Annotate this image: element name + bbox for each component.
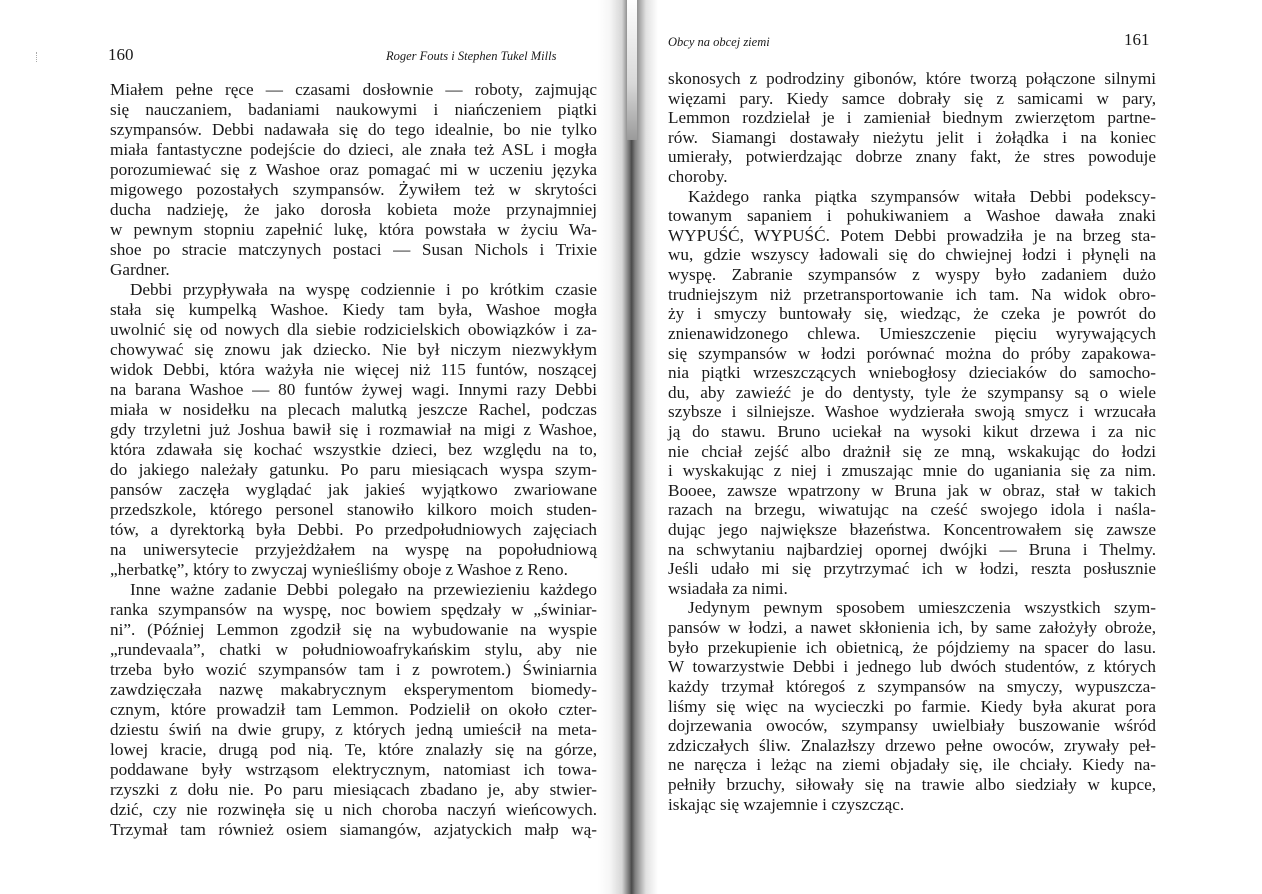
text-line: nia piątki wrzeszczących wniebogłosy dzieciaków do samocho- bbox=[668, 363, 1156, 383]
text-line: liśmy się więc na wycieczki po farmie. Kiedy była akurat pora bbox=[668, 696, 1156, 716]
text-line: ne naręcza i leżąc na ziemi objadały się, ile chciały. Kiedy na- bbox=[668, 755, 1156, 775]
text-line: zawdzięczała nazwę makabrycznym eksperymentom biomedy- bbox=[110, 680, 597, 699]
text-line: w pewnym stopniu zapełnić lukę, która powstała w życiu Wa- bbox=[110, 220, 597, 239]
text-line: pełniły brzuchy, siłowały się na trawie albo siedziały w kupce, bbox=[668, 774, 1156, 794]
book-spine-edge bbox=[627, 0, 637, 140]
text-line: trzeba było wozić szympansów tam i z powrotem.) Świniarnia bbox=[110, 660, 597, 679]
text-line: lowej kracie, drugą pod nią. Te, które znalazły się na górze, bbox=[110, 740, 597, 759]
right-page-number: 161 bbox=[1124, 30, 1150, 49]
text-line: Debbi przypływała na wyspę codziennie i po krótkim czasie bbox=[130, 280, 597, 299]
text-line: umierały, potwierdzając dobrze znany fakt, że stres powoduje bbox=[668, 147, 1156, 167]
text-line: porozumiewać się z Washoe oraz pomagać mi w uczeniu języka bbox=[110, 160, 597, 179]
text-line: rzyszki z dołu nie. Po paru miesiącach zbadano je, aby stwier- bbox=[110, 780, 597, 799]
text-line: ży i smyczy buntowały się, wiedząc, że czeka je powrót do bbox=[668, 304, 1156, 324]
paragraph bbox=[668, 69, 1156, 187]
text-line: dzić, czy nie rozwinęła się u nich choroba naczyń wieńcowych. bbox=[110, 800, 597, 819]
text-line: miała fantastyczne podejście do dzieci, ale znała też ASL i mogła bbox=[110, 140, 597, 159]
paragraph bbox=[110, 280, 597, 580]
text-line: Trzymał tam również osiem siamangów, azjatyckich małp wą- bbox=[110, 820, 597, 839]
text-line: trudniejszym niż przetransportowanie ich tam. Na widok obro- bbox=[668, 284, 1156, 304]
text-line: szympansów. Debbi nadawała się do tego idealnie, bo nie tylko bbox=[110, 120, 597, 139]
text-line: ni”. (Później Lemmon zgodził się na wybudowanie na wyspie bbox=[110, 620, 597, 639]
text-line: się nauczaniem, badaniami naukowymi i niańczeniem piątki bbox=[110, 100, 597, 119]
scan-margin-mark bbox=[36, 52, 39, 62]
text-line: „herbatkę”, który to zwyczaj wynieśliśmy oboje z Washoe z Reno. bbox=[110, 560, 568, 579]
text-line: Jedynym pewnym sposobem umieszczenia wszystkich szym- bbox=[688, 598, 1156, 618]
text-line: przedszkole, którego personel stanowiło kilkoro moich studen- bbox=[110, 500, 597, 519]
left-running-head: Roger Fouts i Stephen Tukel Mills bbox=[386, 49, 557, 63]
paragraph bbox=[110, 580, 597, 840]
text-line: Miałem pełne ręce — czasami dosłownie — roboty, zajmując bbox=[110, 80, 597, 99]
text-line: każdy trzymał któregoś z szympansów na smyczy, wypuszcza- bbox=[668, 676, 1156, 696]
text-line: zdziczałych śliw. Znalazłszy drzewo pełne owoców, zrywały peł- bbox=[668, 735, 1156, 755]
text-line: chowywać się znowu jak dziecko. Nie był niczym niezwykłym bbox=[110, 340, 597, 359]
text-line: znienawidzonego chlewa. Umieszczenie pięciu wyrywających bbox=[668, 323, 1156, 343]
text-line: Gardner. bbox=[110, 260, 170, 279]
left-page-body bbox=[110, 80, 597, 840]
text-line: Lemmon rozdzielał je i zamieniał biednym zwierzętom partne- bbox=[668, 108, 1156, 128]
text-line: Booee, zawsze wpatrzony w Bruna jak w obraz, stał w takich bbox=[668, 480, 1156, 500]
text-line: iskając się wzajemnie i czyszcząc. bbox=[668, 794, 905, 814]
text-line: uwolnić się od nowych dla siebie rodzicielskich obowiązków i za- bbox=[110, 320, 597, 339]
text-line: więzami pary. Kiedy samce dobrały się z samicami w pary, bbox=[668, 88, 1156, 108]
text-line: shoe po stracie matczynych postaci — Susan Nichols i Trixie bbox=[110, 240, 597, 259]
text-line: na barana Washoe — 80 funtów żywej wagi. Innymi razy Debbi bbox=[110, 380, 597, 399]
text-line: W towarzystwie Debbi i jednego lub dwóch studentów, z których bbox=[668, 657, 1156, 677]
text-line: miała w nosidełku na plecach malutką jeszcze Rachel, podczas bbox=[110, 400, 597, 419]
text-line: wyspę. Zabranie szympansów z wyspy było zadaniem dużo bbox=[668, 265, 1156, 285]
right-page-body bbox=[668, 69, 1156, 814]
paragraph bbox=[668, 187, 1156, 599]
text-line: ranka szympansów na wyspę, noc bowiem spędzały w „świniar- bbox=[110, 600, 597, 619]
text-line: Każdego ranka piątka szympansów witała Debbi podekscy- bbox=[688, 186, 1156, 206]
text-line: towanym sapaniem i pohukiwaniem a Washoe dawała znaki bbox=[668, 206, 1156, 226]
text-line: razach na brzegu, wiwatując na cześć swojego idola i naśla- bbox=[668, 500, 1156, 520]
text-line: na uniwersytecie przyjeżdżałem na wyspę na popołudniową bbox=[110, 540, 597, 559]
text-line: dując jego największe błazeństwa. Koncentrowałem się zawsze bbox=[668, 520, 1156, 540]
text-line: dziestu świń na dwie grupy, z których jedną umieścił na meta- bbox=[110, 720, 597, 739]
text-line: która zdawała się kochać wszystkie dzieci, bez względu na to, bbox=[110, 440, 597, 459]
text-line: wsiadała za nimi. bbox=[668, 578, 788, 598]
text-line: choroby. bbox=[668, 167, 728, 187]
text-line: nie chciał zejść albo drażnił się ze mną, wskakując do łodzi bbox=[668, 441, 1156, 461]
paragraph bbox=[668, 598, 1156, 814]
text-line: „rundevaala”, chatki w południowoafrykańskim stylu, aby nie bbox=[110, 640, 597, 659]
text-line: ją do stawu. Bruno uciekał na wysoki kikut drzewa i za nic bbox=[668, 421, 1156, 441]
text-line: pansów w łodzi, a nawet skłonienia ich, by same założyły obroże, bbox=[668, 618, 1156, 638]
text-line: tów, a dyrektorką była Debbi. Po przedpołudniowych zajęciach bbox=[110, 520, 597, 539]
text-line: poddawane były wstrząsom elektrycznym, natomiast ich towa- bbox=[110, 760, 597, 779]
text-line: się szympansów w łodzi porównać można do próby zapakowa- bbox=[668, 343, 1156, 363]
right-running-head: Obcy na obcej ziemi bbox=[668, 35, 770, 49]
text-line: migowego pozostałych szympansów. Żywiłem też w skrytości bbox=[110, 180, 597, 199]
text-line: pansów zaczęła wyglądać jak jakieś wyjątkowo zwariowane bbox=[110, 480, 597, 499]
text-line: cznym, które prowadził tam Lemmon. Podzielił on około czter- bbox=[110, 700, 597, 719]
text-line: było przekupienie ich obietnicą, że pójdziemy na spacer do lasu. bbox=[668, 637, 1156, 657]
text-line: wu, gdzie wszyscy ładowali się do chwiejnej łodzi i płynęli na bbox=[668, 245, 1156, 265]
text-line: do jakiego należały gatunku. Po paru miesiącach wyspa szym- bbox=[110, 460, 597, 479]
text-line: widok Debbi, która ważyła nie więcej niż 115 funtów, noszącej bbox=[110, 360, 597, 379]
text-line: szybsze i silniejsze. Washoe wydzierała swoją smycz i wrzucała bbox=[668, 402, 1156, 422]
text-line: skonosych z podrodziny gibonów, które tworzą połączone silnymi bbox=[668, 69, 1156, 88]
text-line: ducha nadzieję, że jako dorosła kobieta może przynajmniej bbox=[110, 200, 597, 219]
text-line: WYPUŚĆ, WYPUŚĆ. Potem Debbi prowadziła je na brzeg sta- bbox=[668, 225, 1156, 245]
text-line: gdy trzyletni już Joshua bawił się i rozmawiał na migi z Washoe, bbox=[110, 420, 597, 439]
left-page-number: 160 bbox=[108, 45, 134, 64]
text-line: i wyskakując z niej i zmuszając mnie do uganiania się za nim. bbox=[668, 461, 1156, 481]
text-line: na schwytaniu najbardziej opornej dwójki — Bruna i Thelmy. bbox=[668, 539, 1156, 559]
text-line: dojrzewania owoców, szympansy uwielbiały buszowanie wśród bbox=[668, 716, 1156, 736]
text-line: Jeśli udało mi się przytrzymać ich w łodzi, reszta posłusznie bbox=[668, 559, 1156, 579]
text-line: Inne ważne zadanie Debbi polegało na przewiezieniu każdego bbox=[130, 580, 597, 599]
text-line: stała się kumpelką Washoe. Kiedy tam była, Washoe mogła bbox=[110, 300, 597, 319]
text-line: rów. Siamangi dostawały nieżytu jelit i żołądka i na koniec bbox=[668, 127, 1156, 147]
paragraph bbox=[110, 80, 597, 280]
text-line: du, aby zawieźć je do dentysty, tyle że szympansy są o wiele bbox=[668, 382, 1156, 402]
